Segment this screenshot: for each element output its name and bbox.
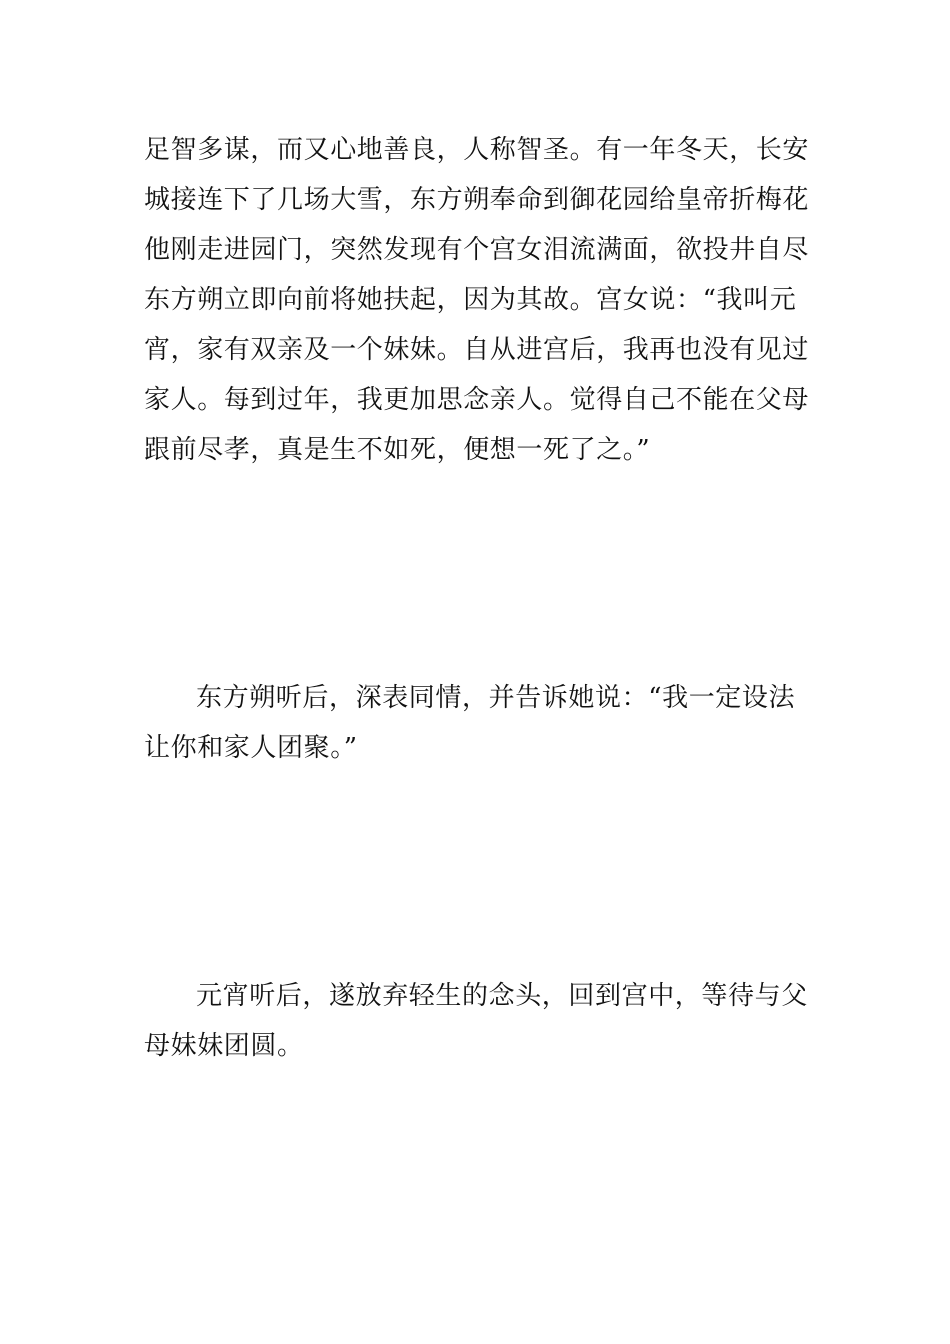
paragraph-line: 城接连下了几场大雪，东方朔奉命到御花园给皇帝折梅花: [144, 185, 810, 215]
paragraph-line: 家人。每到过年，我更加思念亲人。觉得自己不能在父母: [144, 385, 810, 415]
paragraph-line: 元宵听后，遂放弃轻生的念头，回到宫中，等待与父: [196, 981, 808, 1011]
paragraph-line: 东方朔立即向前将她扶起，因为其故。宫女说：“我叫元: [144, 285, 797, 315]
paragraph-line: 让你和家人团聚。”: [144, 733, 358, 763]
paragraph-line: 跟前尽孝，真是生不如死，便想一死了之。”: [144, 435, 651, 465]
paragraph-line: 东方朔听后，深表同情，并告诉她说：“我一定设法: [196, 683, 796, 713]
paragraph-line: 他刚走进园门，突然发现有个宫女泪流满面，欲投井自尽: [144, 235, 810, 265]
paragraph-line: 宵，家有双亲及一个妹妹。自从进宫后，我再也没有见过: [144, 335, 810, 365]
paragraph-line: 足智多谋，而又心地善良，人称智圣。有一年冬天，长安: [144, 135, 810, 165]
paragraph-line: 母妹妹团圆。: [144, 1031, 304, 1061]
